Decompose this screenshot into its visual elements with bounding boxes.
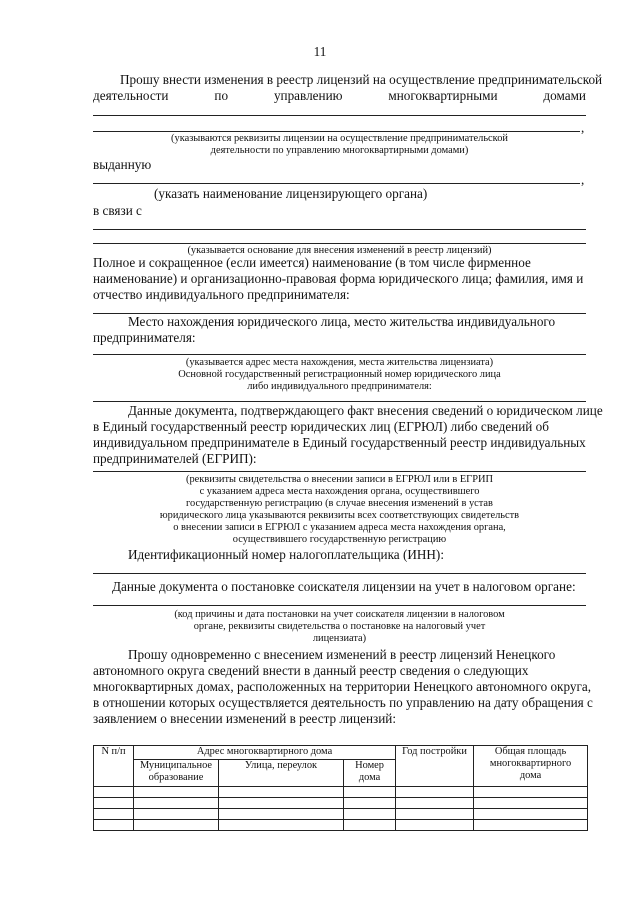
- registry-line-1: Данные документа, подтверждающего факт внесения сведений о юридическом лице: [128, 403, 603, 418]
- authority-hint: (указать наименование лицензирующего органа): [154, 186, 428, 201]
- header-area-line: дома: [519, 770, 542, 781]
- page-number: 11: [313, 44, 327, 59]
- header-year: Год постройки: [396, 746, 474, 787]
- issued-label: выданную: [93, 157, 152, 172]
- header-house-line: дома: [358, 772, 381, 783]
- houses-line-5: заявлением о внесении изменений в реестр лицензий:: [93, 711, 396, 726]
- registry-hint-2: с указанием адреса места нахождения органа, осуществившего: [199, 486, 480, 497]
- intro-word: деятельности: [93, 88, 169, 103]
- line-comma: ,: [581, 172, 585, 187]
- registry-line-4: предпринимателей (ЕГРИП):: [93, 451, 257, 466]
- tax-hint-2: органе, реквизиты свидетельства о постановке на налоговый учет: [193, 621, 486, 632]
- tax-hint-1: (код причины и дата постановки на учет соискателя лицензии в налоговом: [174, 609, 505, 620]
- header-street: Улица, переулок: [219, 760, 344, 787]
- houses-line-4: в отношении которых осуществляется деятельность по управлению на дату обращения с: [93, 695, 593, 710]
- inn-label: Идентификационный номер налогоплательщика (ИНН):: [128, 547, 444, 562]
- license-hint-1: (указываются реквизиты лицензии на осуществление предпринимательской: [171, 133, 508, 144]
- registry-line-2: в Единый государственный реестр юридических лиц (ЕГРЮЛ) либо сведений об: [93, 419, 549, 434]
- intro-line-2: [93, 88, 586, 104]
- fill-line: [93, 401, 586, 402]
- intro-word: управлению: [273, 88, 343, 103]
- fill-line: [93, 229, 586, 230]
- fill-line: [93, 605, 586, 606]
- line-comma: ,: [581, 120, 585, 135]
- fill-line: [93, 115, 586, 116]
- reason-label: в связи с: [93, 203, 142, 218]
- registry-hint-1: (реквизиты свидетельства о внесении записи в ЕГРЮЛ или в ЕГРИП: [186, 474, 493, 485]
- name-line-3: отчество индивидуального предпринимателя:: [93, 287, 350, 302]
- header-municipal-line: образование: [148, 772, 204, 783]
- houses-line-3: многоквартирных домах, расположенных на территории Ненецкого автономного округа,: [93, 679, 592, 694]
- ogrn-label-1: Основной государственный регистрационный номер юридического лица: [178, 369, 501, 380]
- fill-line: [93, 354, 586, 355]
- fill-line: [93, 183, 580, 184]
- registry-line-3: индивидуальном предпринимателе в Единый государственный реестр индивидуальных: [93, 435, 586, 450]
- intro-word: домами: [543, 88, 586, 103]
- registry-hint-3: государственную регистрацию (в случае внесения изменений в устав: [186, 498, 493, 509]
- registry-hint-6: осуществившего государственную регистрацию: [232, 534, 447, 545]
- table-row: [94, 798, 588, 809]
- table-row: [94, 787, 588, 798]
- table-header-row: [94, 746, 588, 760]
- houses-line-1: Прошу одновременно с внесением изменений в реестр лицензий Ненецкого: [128, 647, 556, 662]
- houses-line-2: автономного округа сведений внести в данный реестр сведения о следующих: [93, 663, 529, 678]
- header-area-line: многоквартирного: [489, 758, 572, 769]
- license-hint-2: деятельности по управлению многоквартирными домами): [210, 145, 469, 156]
- registry-hint-4: юридического лица указываются реквизиты всех соответствующих свидетельств: [159, 510, 520, 521]
- intro-line-1: Прошу внести изменения в реестр лицензий на осуществление предпринимательской: [120, 72, 603, 87]
- fill-line: [93, 243, 586, 244]
- location-hint-1: (указывается адрес места нахождения, места жительства лицензиата): [185, 357, 494, 368]
- tax-label: Данные документа о постановке соискателя лицензии на учет в налоговом органе:: [112, 579, 576, 594]
- header-num: N п/п: [94, 746, 134, 787]
- location-line-2: предпринимателя:: [93, 330, 196, 345]
- header-address: Адрес многоквартирного дома: [134, 746, 396, 760]
- name-line-2: наименование) и организационно-правовая форма юридического лица; фамилия, имя и: [93, 271, 584, 286]
- table-row: [94, 809, 588, 820]
- table-row: [94, 820, 588, 831]
- registry-hint-5: о внесении записи в ЕГРЮЛ с указанием адреса места нахождения органа,: [173, 522, 506, 533]
- header-area-line: Общая площадь: [494, 746, 567, 757]
- reason-hint: (указывается основание для внесения изменений в реестр лицензий): [187, 245, 492, 256]
- location-line-1: Место нахождения юридического лица, место жительства индивидуального: [128, 314, 556, 329]
- tax-hint-3: лицензиата): [312, 633, 367, 644]
- houses-table: [93, 745, 588, 831]
- header-house-line: Номер: [355, 760, 384, 771]
- header-house: [344, 760, 396, 787]
- fill-line: [93, 471, 586, 472]
- ogrn-label-2: либо индивидуального предпринимателя:: [247, 381, 432, 392]
- fill-line: [93, 131, 580, 132]
- header-area: [474, 746, 588, 787]
- header-municipal-line: Муниципальное: [139, 760, 213, 771]
- name-line-1: Полное и сокращенное (если имеется) наименование (в том числе фирменное: [93, 255, 531, 270]
- intro-word: по: [214, 88, 229, 103]
- header-municipal: [134, 760, 219, 787]
- intro-word: многоквартирными: [388, 88, 498, 103]
- fill-line: [93, 573, 586, 574]
